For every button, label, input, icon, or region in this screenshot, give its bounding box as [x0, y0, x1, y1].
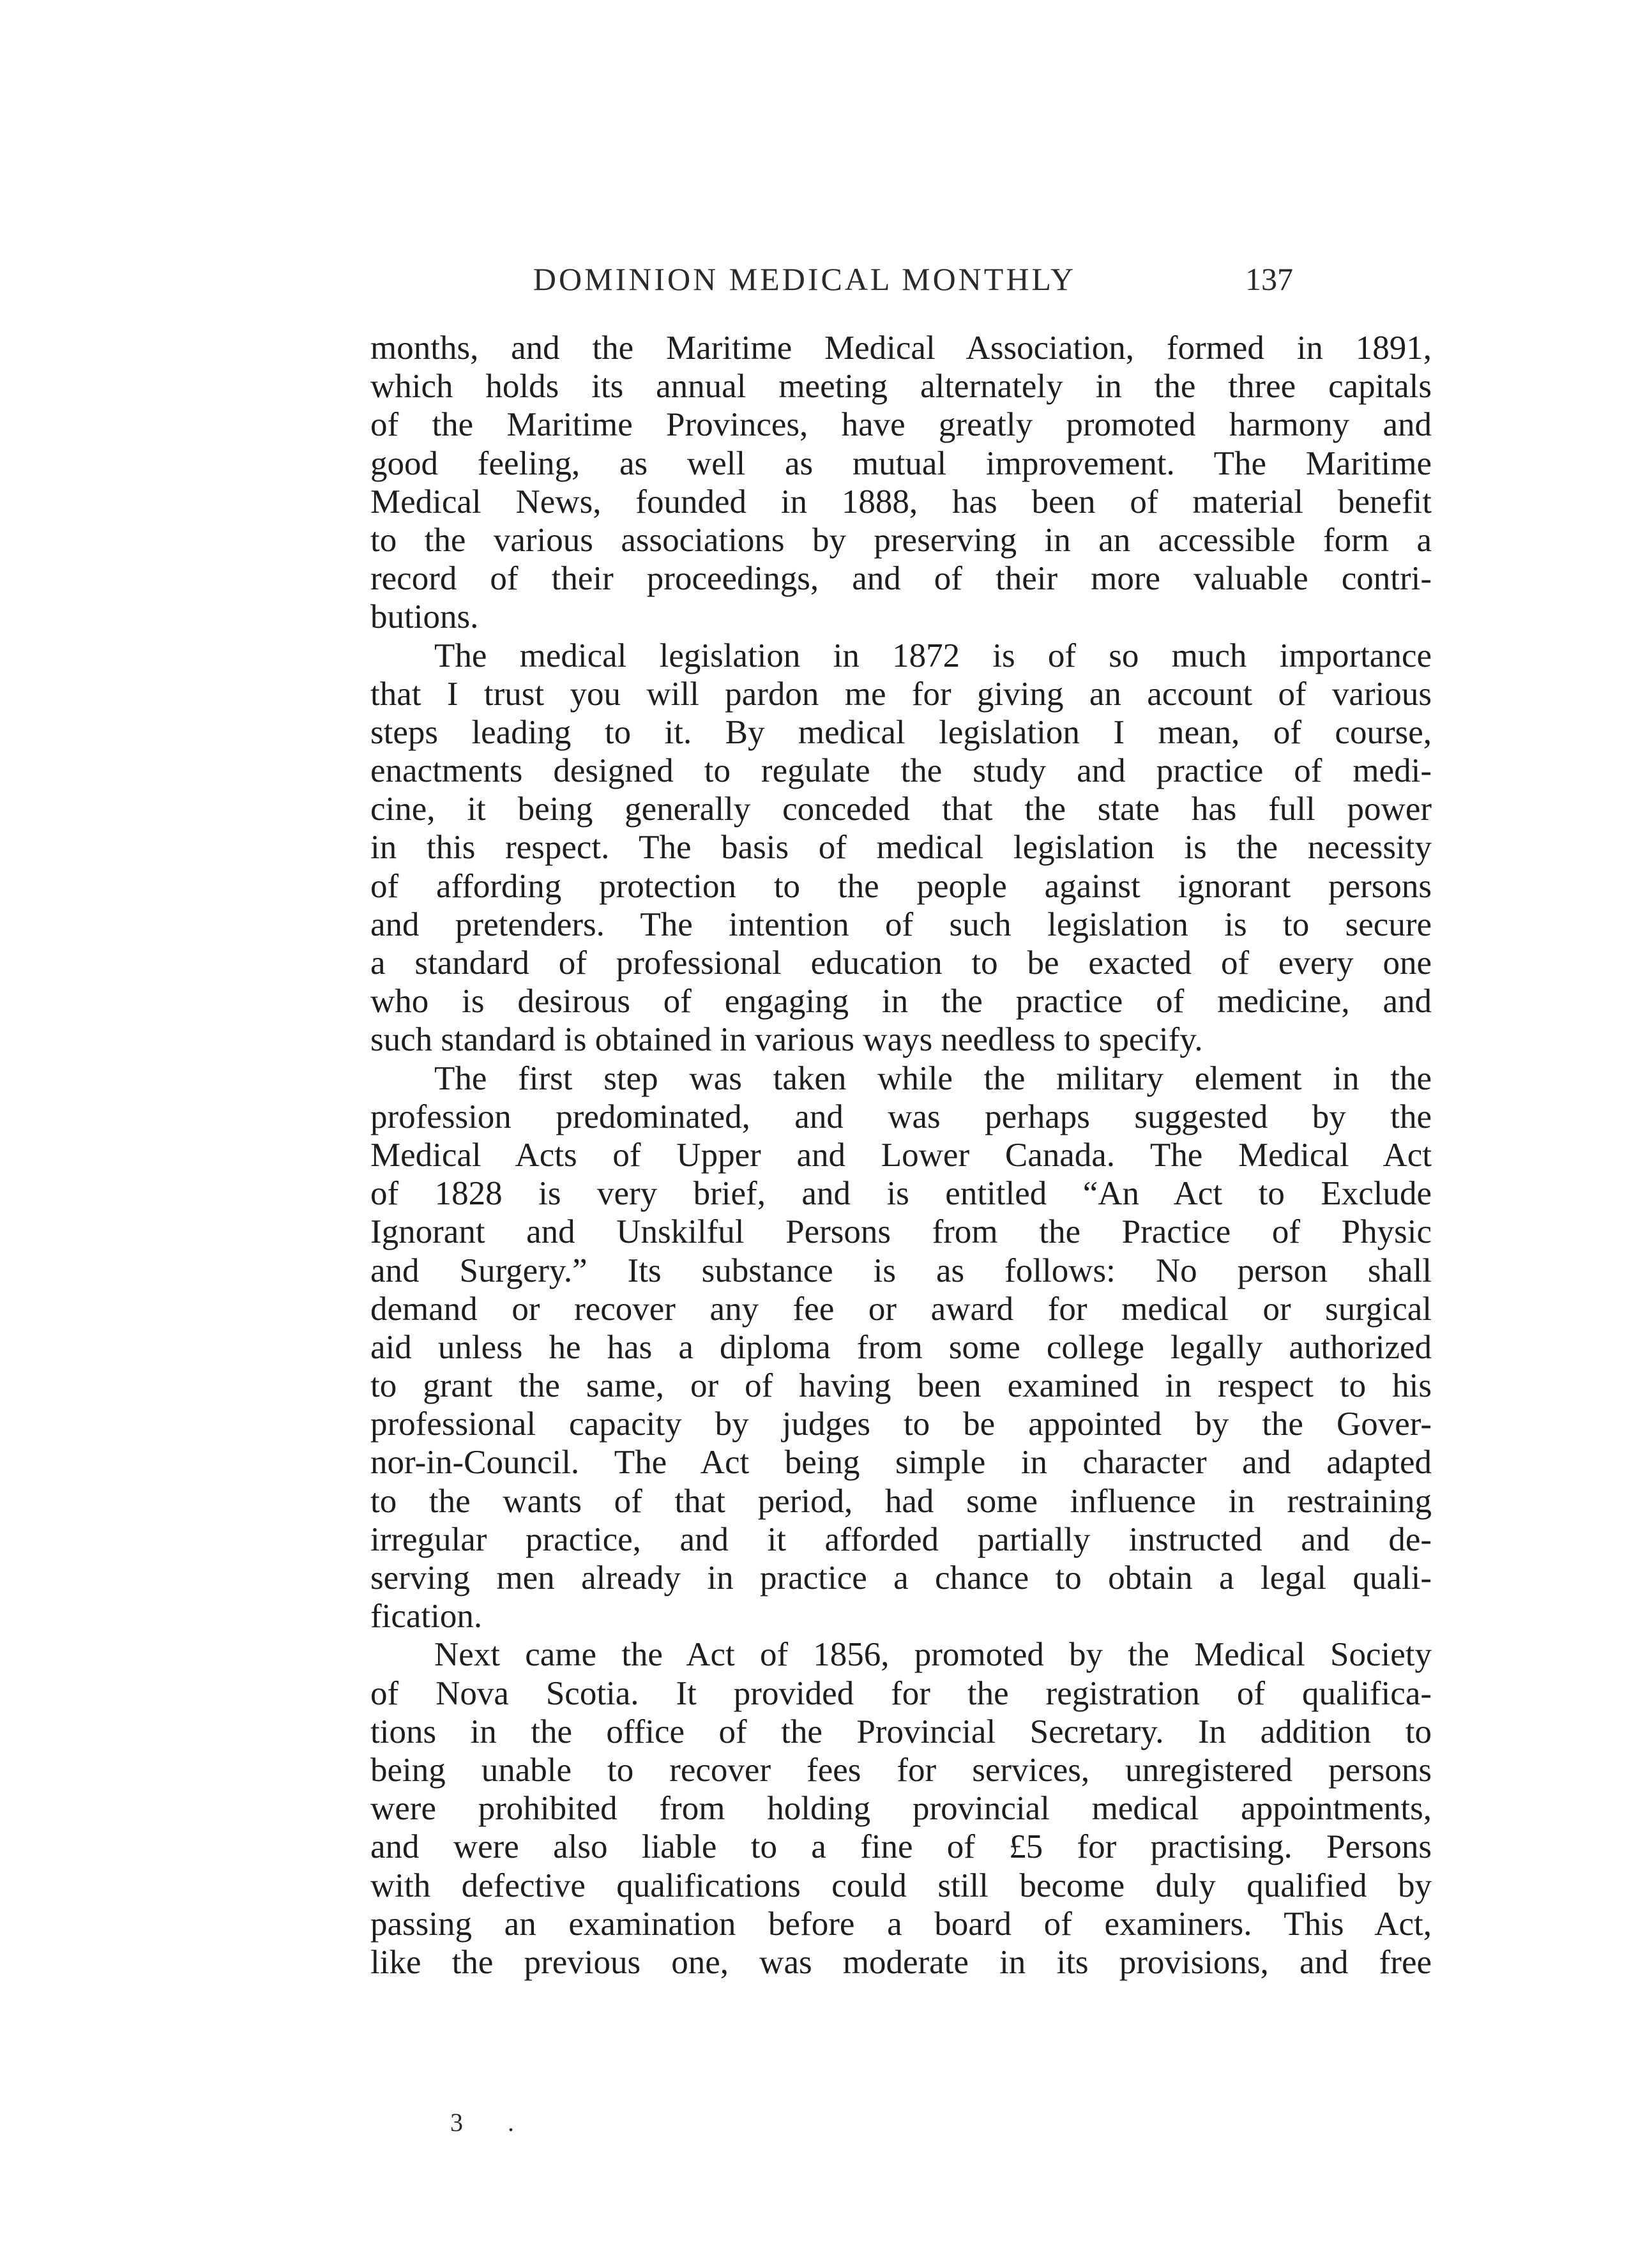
text-line: that I trust you will pardon me for giving an account of various	[370, 675, 1432, 713]
text-line: and Surgery.” Its substance is as follows: No person shall	[370, 1252, 1432, 1289]
text-line: aid unless he has a diploma from some college legally authorized	[370, 1328, 1432, 1366]
text-line: who is desirous of engaging in the practice of medicine, and	[370, 983, 1432, 1020]
text-line: serving men already in practice a chance to obtain a legal quali-	[370, 1559, 1432, 1596]
text-line: butions.	[370, 598, 479, 636]
text-line: steps leading to it. By medical legislation I mean, of course,	[370, 713, 1432, 751]
text-line: months, and the Maritime Medical Association, formed in 1891,	[370, 330, 1432, 367]
footer-dot: .	[508, 2108, 514, 2137]
text-line: Next came the Act of 1856, promoted by the Medical Society	[434, 1636, 1432, 1674]
text-line: demand or recover any fee or award for medical or surgical	[370, 1290, 1432, 1328]
text-line: The medical legislation in 1872 is of so much importance	[434, 637, 1432, 674]
text-line: being unable to recover fees for services, unregistered persons	[370, 1751, 1432, 1789]
text-line: a standard of professional education to be exacted of every one	[370, 944, 1432, 982]
text-line: and were also liable to a fine of £5 for practising. Persons	[370, 1828, 1432, 1866]
text-line: The first step was taken while the military element in the	[434, 1059, 1432, 1097]
text-line: nor-in-Council. The Act being simple in character and adapted	[370, 1444, 1432, 1482]
text-line: passing an examination before a board of examiners. This Act,	[370, 1905, 1432, 1943]
body-text	[370, 329, 1432, 1982]
page-number: 137	[1245, 261, 1293, 297]
text-line: record of their proceedings, and of their more valuable contri-	[370, 560, 1432, 598]
paragraph-2	[370, 637, 1432, 1059]
text-line: of the Maritime Provinces, have greatly promoted harmony and	[370, 406, 1432, 444]
paragraph-3	[370, 1059, 1432, 1636]
text-line: such standard is obtained in various ways needless to specify.	[370, 1021, 1203, 1059]
text-line: profession predominated, and was perhaps suggested by the	[370, 1098, 1432, 1135]
text-line: Ignorant and Unskilful Persons from the Practice of Physic	[370, 1213, 1432, 1251]
signature-mark: 3	[450, 2108, 463, 2137]
text-line: Medical News, founded in 1888, has been of material benefit	[370, 483, 1432, 520]
text-line: enactments designed to regulate the study and practice of medi-	[370, 752, 1432, 790]
text-line: of 1828 is very brief, and is entitled “An Act to Exclude	[370, 1175, 1432, 1213]
text-line: to grant the same, or of having been examined in respect to his	[370, 1367, 1432, 1405]
text-line: were prohibited from holding provincial medical appointments,	[370, 1790, 1432, 1828]
text-line: and pretenders. The intention of such legislation is to secure	[370, 906, 1432, 943]
text-line: of affording protection to the people against ignorant persons	[370, 867, 1432, 905]
text-line: which holds its annual meeting alternately in the three capitals	[370, 368, 1432, 406]
text-line: like the previous one, was moderate in its provisions, and free	[370, 1943, 1432, 1981]
text-line: to the various associations by preserving in an accessible form a	[370, 521, 1432, 559]
text-line: good feeling, as well as mutual improvement. The Maritime	[370, 444, 1432, 482]
text-line: Medical Acts of Upper and Lower Canada. The Medical Act	[370, 1136, 1432, 1174]
text-line: in this respect. The basis of medical legislation is the necessity	[370, 829, 1432, 867]
text-line: irregular practice, and it afforded partially instructed and de-	[370, 1520, 1432, 1558]
text-line: professional capacity by judges to be appointed by the Gover-	[370, 1406, 1432, 1443]
text-line: fication.	[370, 1598, 483, 1635]
text-line: cine, it being generally conceded that the state has full power	[370, 791, 1432, 828]
paragraph-1	[370, 329, 1432, 637]
paragraph-4	[370, 1635, 1432, 1982]
running-head-title: DOMINION MEDICAL MONTHLY	[533, 261, 1077, 297]
text-line: tions in the office of the Provincial Secretary. In addition to	[370, 1713, 1432, 1750]
text-line: with defective qualifications could still become duly qualified by	[370, 1867, 1432, 1904]
text-line: of Nova Scotia. It provided for the registration of qualifica-	[370, 1674, 1432, 1712]
text-line: to the wants of that period, had some influence in restraining	[370, 1482, 1432, 1520]
